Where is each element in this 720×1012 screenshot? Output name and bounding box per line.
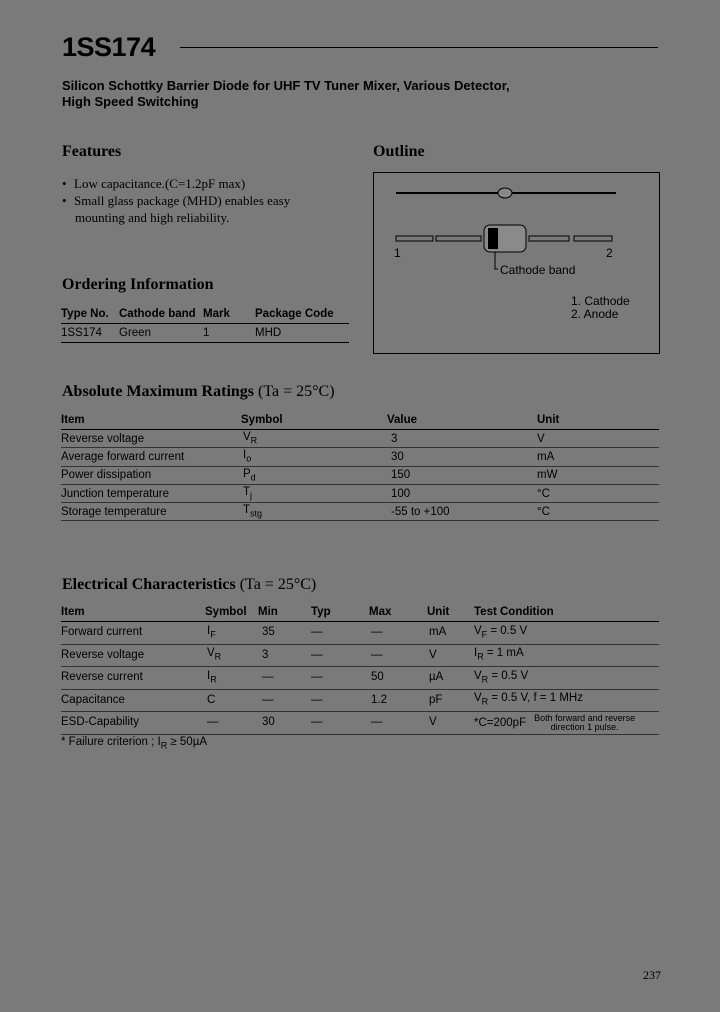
col-item: Item <box>61 412 241 430</box>
table-row <box>61 466 659 484</box>
min-cell: 30 <box>258 712 311 735</box>
elec-heading <box>62 576 316 594</box>
abs-max-condition: (Ta = 25°C) <box>258 383 335 400</box>
features-list <box>62 175 362 226</box>
symbol-cell <box>241 503 387 521</box>
col-unit: Unit <box>427 604 474 622</box>
table-row <box>61 689 659 712</box>
test-condition-cell <box>474 644 659 667</box>
min-cell: 35 <box>258 622 311 645</box>
item-cell: Power dissipation <box>61 466 241 484</box>
feature-item: • Low capacitance.(C=1.2pF max) <box>62 176 246 191</box>
col-item: Item <box>61 604 205 622</box>
condition: V <box>474 624 482 637</box>
condition-sub: R <box>481 696 489 707</box>
max-cell: 50 <box>369 667 427 690</box>
cell: 1SS174 <box>61 324 119 343</box>
col-max: Max <box>369 604 427 622</box>
test-condition-cell <box>474 689 659 712</box>
item-cell: ESD-Capability <box>61 712 205 735</box>
pin-1-label: 1 <box>394 246 401 260</box>
symbol: — <box>207 716 219 729</box>
col-unit: Unit <box>537 412 659 430</box>
lead-left <box>396 236 433 241</box>
table-row <box>61 712 659 735</box>
title-rule <box>180 47 658 48</box>
condition-rest: = 1 mA <box>483 647 524 660</box>
band-leader <box>495 252 498 269</box>
table-row <box>61 430 659 448</box>
cell: MHD <box>255 324 349 343</box>
diode-body-top <box>498 188 512 198</box>
table-row <box>61 324 349 343</box>
symbol: T <box>243 504 251 517</box>
test-condition-cell <box>474 667 659 690</box>
symbol: I <box>243 449 247 462</box>
item-cell: Forward current <box>61 622 205 645</box>
ordering-heading: Ordering Information <box>62 276 214 293</box>
value-cell: -55 to +100 <box>387 503 537 521</box>
col-min: Min <box>258 604 311 622</box>
table-row <box>61 448 659 466</box>
table-header-row <box>61 412 659 430</box>
abs-max-title: Absolute Maximum Ratings <box>62 383 255 400</box>
footnote-sub: R <box>160 740 168 751</box>
cell: 1 <box>203 324 255 343</box>
feature-item: • Small glass package (MHD) enables easy <box>62 193 291 208</box>
condition: V <box>474 692 482 705</box>
abs-max-heading <box>62 383 335 401</box>
condition: *C=200pF <box>474 716 527 729</box>
symbol-cell <box>205 667 258 690</box>
condition-sub: R <box>481 673 489 684</box>
pin-2-label: 2 <box>606 246 613 260</box>
table-header-row <box>61 604 659 622</box>
item-cell: Capacitance <box>61 689 205 712</box>
symbol-sub: F <box>210 628 216 639</box>
table-row <box>61 644 659 667</box>
esd-note-line: Both forward and reverse <box>534 712 636 723</box>
unit-cell: V <box>427 644 474 667</box>
esd-note <box>534 714 635 732</box>
unit-cell: V <box>537 430 659 448</box>
pin-legend <box>571 295 630 321</box>
footnote-rest: ≥ 50µA <box>167 736 207 748</box>
unit-cell: mA <box>427 622 474 645</box>
min-cell: 3 <box>258 644 311 667</box>
value-cell: 3 <box>387 430 537 448</box>
col-value: Value <box>387 412 537 430</box>
col-test-condition: Test Condition <box>474 604 659 622</box>
max-cell: — <box>369 622 427 645</box>
symbol-cell <box>205 689 258 712</box>
symbol-sub: stg <box>250 508 263 519</box>
condition-sub: R <box>477 651 484 662</box>
min-cell: — <box>258 667 311 690</box>
symbol: V <box>207 647 215 660</box>
typ-cell: — <box>311 644 369 667</box>
symbol-cell <box>205 712 258 735</box>
typ-cell: — <box>311 622 369 645</box>
page-number: 237 <box>643 968 661 982</box>
typ-cell: — <box>311 667 369 690</box>
symbol-sub: o <box>246 453 252 464</box>
item-cell: Average forward current <box>61 448 241 466</box>
col-symbol: Symbol <box>241 412 387 430</box>
subtitle <box>62 78 622 110</box>
unit-cell: pF <box>427 689 474 712</box>
item-cell: Reverse current <box>61 667 205 690</box>
symbol-sub: R <box>210 673 217 684</box>
unit-cell: V <box>427 712 474 735</box>
condition-sub: F <box>481 628 488 639</box>
typ-cell: — <box>311 689 369 712</box>
symbol-cell <box>205 644 258 667</box>
footnote <box>61 736 207 750</box>
condition: I <box>474 647 478 660</box>
symbol-cell <box>241 466 387 484</box>
condition: V <box>474 669 482 682</box>
outline-heading: Outline <box>373 143 425 160</box>
value-cell: 150 <box>387 466 537 484</box>
symbol-cell <box>241 448 387 466</box>
col-mark: Mark <box>203 306 255 324</box>
elec-condition: (Ta = 25°C) <box>239 576 317 593</box>
footnote-text: * Failure criterion ; I <box>61 736 161 748</box>
symbol-cell <box>241 430 387 448</box>
item-cell: Reverse voltage <box>61 430 241 448</box>
col-type-no: Type No. <box>61 306 119 324</box>
symbol: P <box>243 467 251 480</box>
symbol: T <box>243 485 251 498</box>
table-row <box>61 484 659 502</box>
item-cell: Storage temperature <box>61 503 241 521</box>
value-cell: 100 <box>387 484 537 502</box>
max-cell: — <box>369 712 427 735</box>
typ-cell: — <box>311 712 369 735</box>
item-cell: Reverse voltage <box>61 644 205 667</box>
value-cell: 30 <box>387 448 537 466</box>
legend-cathode: 1. Cathode <box>571 294 630 308</box>
col-typ: Typ <box>311 604 369 622</box>
symbol-sub: R <box>214 651 222 662</box>
symbol: I <box>207 669 211 682</box>
unit-cell: mA <box>537 448 659 466</box>
max-cell: 1.2 <box>369 689 427 712</box>
item-cell: Junction temperature <box>61 484 241 502</box>
cell: Green <box>119 324 203 343</box>
part-number-title: 1SS174 <box>62 32 156 62</box>
symbol: I <box>207 624 211 637</box>
condition-rest: = 0.5 V <box>487 624 528 637</box>
max-cell: — <box>369 644 427 667</box>
subtitle-line-2: High Speed Switching <box>62 94 199 109</box>
col-package-code: Package Code <box>255 306 349 324</box>
symbol-sub: d <box>250 471 256 482</box>
col-symbol: Symbol <box>205 604 258 622</box>
test-condition-cell <box>474 712 659 735</box>
symbol: C <box>207 693 216 706</box>
features-heading: Features <box>62 143 122 160</box>
unit-cell: °C <box>537 503 659 521</box>
symbol-cell <box>241 484 387 502</box>
unit-cell: °C <box>537 484 659 502</box>
cathode-band-label: Cathode band <box>500 263 576 277</box>
lead-left-inner <box>436 236 481 241</box>
lead-right <box>574 236 612 241</box>
col-cathode-band: Cathode band <box>119 306 203 324</box>
elec-table <box>61 604 659 735</box>
subtitle-line-1: Silicon Schottky Barrier Diode for UHF TV Tuner Mixer, Various Detector, <box>62 78 510 93</box>
abs-max-table <box>61 412 659 521</box>
symbol: V <box>243 431 251 443</box>
min-cell: — <box>258 689 311 712</box>
condition-rest: = 0.5 V <box>488 669 529 682</box>
table-header-row <box>61 306 349 324</box>
unit-cell: mW <box>537 466 659 484</box>
condition-rest: = 0.5 V, f = 1 MHz <box>488 692 583 705</box>
table-row <box>61 667 659 690</box>
esd-note-line: direction 1 pulse. <box>550 721 619 732</box>
ordering-table <box>61 306 349 343</box>
lead-right-inner <box>529 236 569 241</box>
cathode-band <box>488 228 498 249</box>
symbol-sub: j <box>250 490 253 501</box>
elec-title: Electrical Characteristics <box>62 576 236 593</box>
table-row <box>61 503 659 521</box>
test-condition-cell <box>474 622 659 645</box>
feature-item-cont: mounting and high reliability. <box>75 210 230 225</box>
unit-cell: µA <box>427 667 474 690</box>
table-row <box>61 622 659 645</box>
symbol-sub: R <box>250 435 258 446</box>
outline-diagram-box <box>373 172 660 354</box>
symbol-cell <box>205 622 258 645</box>
legend-anode: 2. Anode <box>571 307 619 321</box>
